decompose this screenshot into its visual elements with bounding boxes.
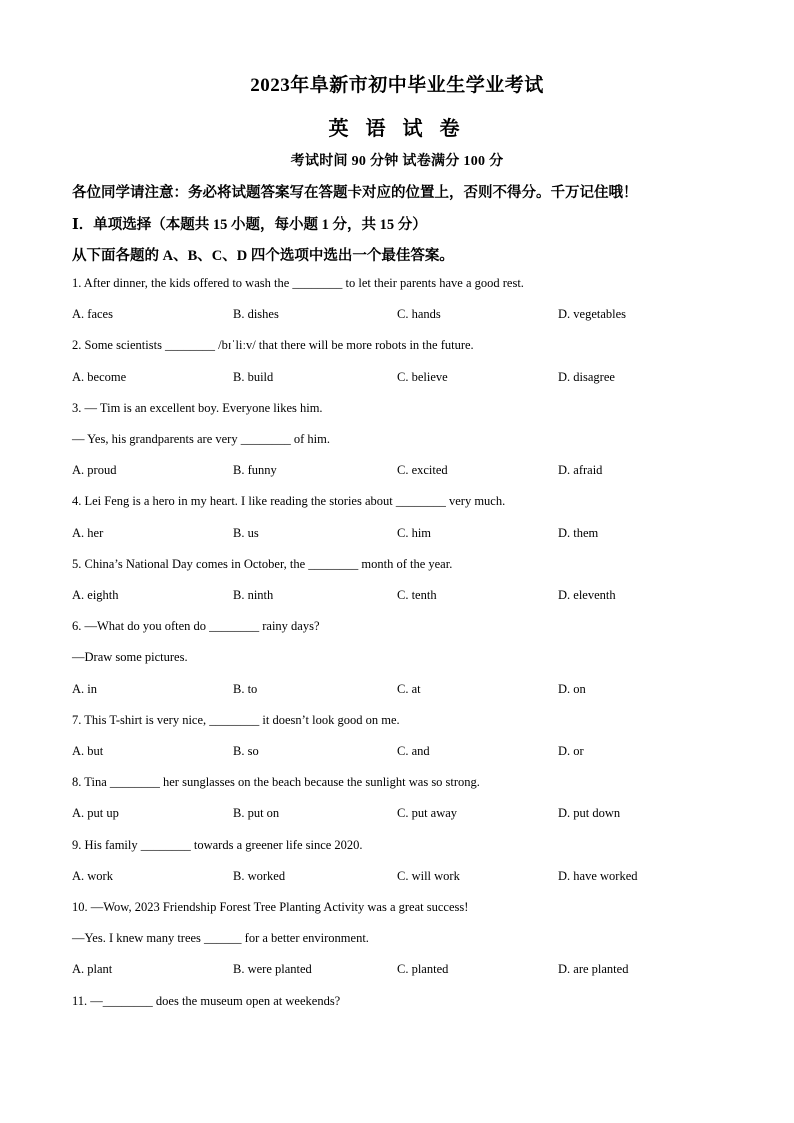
question-stem: 6. —What do you often do ________ rainy days?: [72, 619, 320, 634]
option-a: A. proud: [72, 463, 117, 478]
question-stem: 11. —________ does the museum open at weekends?: [72, 993, 341, 1008]
option-d: D. disagree: [558, 369, 615, 384]
option-a: A. in: [72, 681, 97, 696]
section-instruction: 从下面各题的 A、B、C、D 四个选项中选出一个最佳答案。: [72, 248, 454, 264]
option-a: A. become: [72, 369, 127, 384]
option-b: B. ninth: [233, 588, 274, 602]
question-dialogue-line: — Yes, his grandparents are very ________ of him.: [72, 432, 330, 446]
option-b: B. funny: [233, 463, 277, 478]
option-c: C. tenth: [397, 588, 437, 602]
question-dialogue-line: —Yes. I knew many trees ______ for a better environment.: [72, 931, 369, 946]
option-b: B. build: [233, 369, 274, 384]
question-stem: 9. His family ________ towards a greener life since 2020.: [72, 837, 363, 852]
exam-meta: 考试时间 90 分钟 试卷满分 100 分: [290, 154, 504, 169]
option-d: D. or: [558, 744, 584, 758]
option-d: D. put down: [558, 806, 621, 821]
option-b: B. so: [233, 744, 259, 758]
option-b: B. dishes: [233, 307, 279, 322]
question-stem: 10. —Wow, 2023 Friendship Forest Tree Planting Activity was a great success!: [72, 900, 469, 914]
option-b: B. us: [233, 525, 259, 540]
option-a: A. eighth: [72, 588, 119, 602]
option-c: C. and: [397, 744, 430, 758]
question-stem: 4. Lei Feng is a hero in my heart. I like reading the stories about ________ very much.: [72, 494, 506, 509]
option-c: C. believe: [397, 369, 448, 384]
notice-text: 各位同学请注意：务必将试题答案写在答题卡对应的位置上，否则不得分。千万记住哦！: [72, 185, 638, 201]
section-heading: Ⅰ．单项选择（本题共 15 小题，每小题 1 分，共 15 分）: [72, 217, 427, 233]
question-stem: 5. China’s National Day comes in October, the ________ month of the year.: [72, 556, 453, 571]
question-dialogue-line: —Draw some pictures.: [72, 650, 188, 665]
option-a: A. but: [72, 744, 104, 758]
option-a: A. put up: [72, 806, 119, 821]
option-d: D. have worked: [558, 868, 638, 883]
option-d: D. are planted: [558, 962, 629, 977]
question-stem: 8. Tina ________ her sunglasses on the beach because the sunlight was so strong.: [72, 775, 480, 790]
option-a: A. plant: [72, 962, 113, 977]
option-c: C. at: [397, 681, 421, 696]
option-a: A. work: [72, 868, 113, 883]
option-c: C. excited: [397, 463, 448, 478]
option-c: C. planted: [397, 962, 449, 977]
question-stem: 3. — Tim is an excellent boy. Everyone likes him.: [72, 400, 323, 415]
exam-title: 2023年阜新市初中毕业生学业考试: [250, 75, 544, 96]
option-c: C. him: [397, 525, 432, 540]
option-a: A. faces: [72, 307, 113, 322]
option-b: B. worked: [233, 868, 286, 883]
subject-title: 英 语 试 卷: [328, 118, 466, 140]
question-stem: 7. This T-shirt is very nice, ________ it doesn’t look good on me.: [72, 712, 400, 727]
option-b: B. put on: [233, 806, 280, 821]
option-c: C. put away: [397, 806, 458, 821]
option-c: C. hands: [397, 307, 441, 322]
option-a: A. her: [72, 525, 104, 540]
option-d: D. on: [558, 681, 586, 696]
question-stem: 1. After dinner, the kids offered to wash the ________ to let their parents have a good rest.: [72, 276, 524, 290]
option-b: B. were planted: [233, 962, 312, 977]
option-c: C. will work: [397, 868, 460, 883]
option-b: B. to: [233, 681, 258, 696]
option-d: D. vegetables: [558, 307, 627, 322]
option-d: D. eleventh: [558, 588, 616, 602]
question-stem: 2. Some scientists ________ /bɪˈliːv/ that there will be more robots in the future.: [72, 338, 474, 353]
option-d: D. afraid: [558, 463, 603, 478]
option-d: D. them: [558, 525, 599, 540]
